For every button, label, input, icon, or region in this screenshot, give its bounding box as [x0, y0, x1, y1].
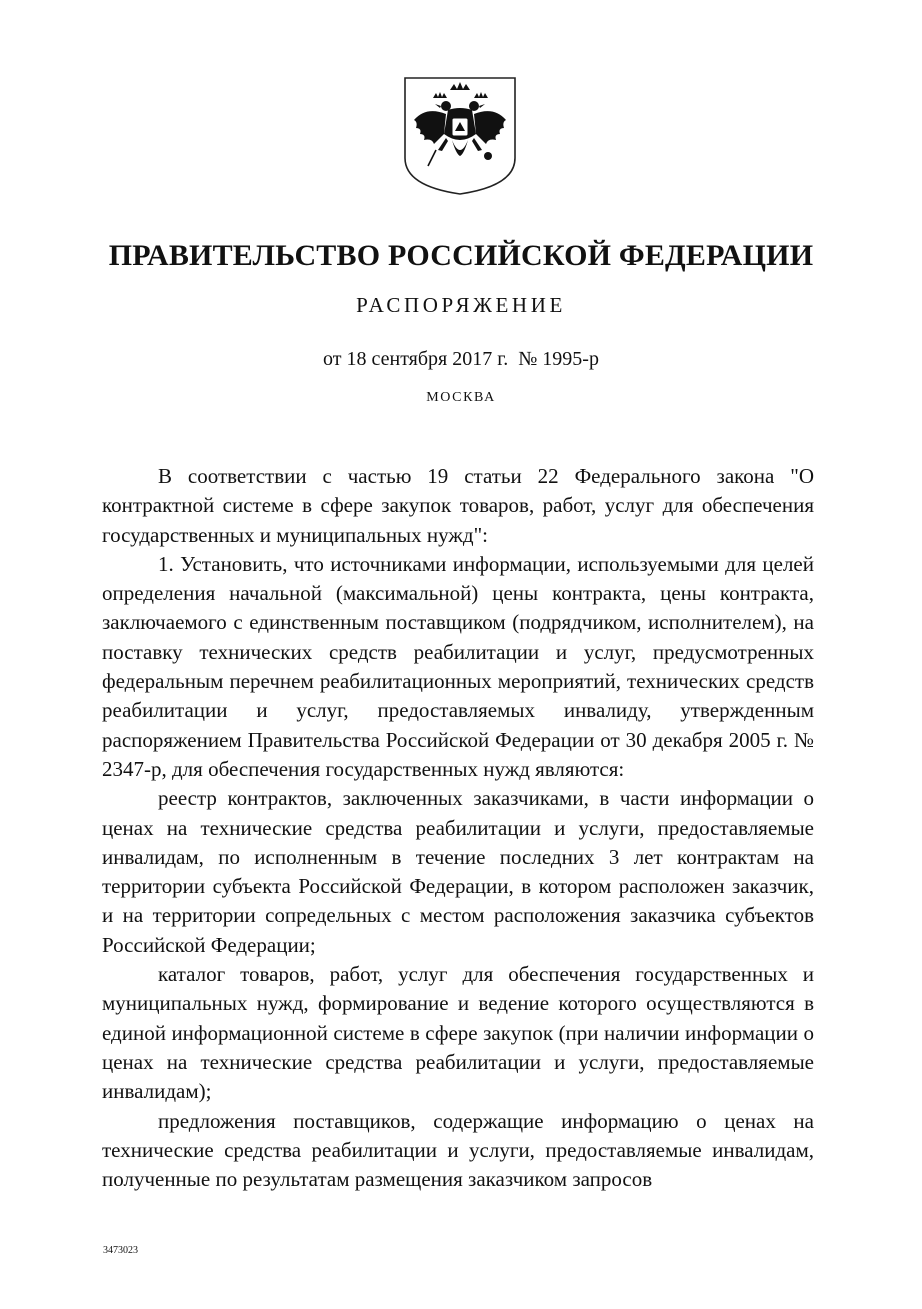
coat-of-arms-icon	[402, 76, 518, 196]
body-paragraph: предложения поставщиков, содержащие информацию о ценах на технические средства реабилитации и услуги, предоставляемые инвалидам, полученные по результатам размещения заказчиком запросов	[102, 1108, 814, 1192]
document-place: МОСКВА	[426, 390, 496, 405]
body-paragraph: В соответствии с частью 19 статьи 22 Федерального закона "О контрактной системе в сфере закупок товаров, работ, услуг для обеспечения государственных и муниципальных нужд":	[102, 464, 814, 547]
organization-title: ПРАВИТЕЛЬСТВО РОССИЙСКОЙ ФЕДЕРАЦИИ	[108, 239, 814, 272]
document-body	[102, 462, 814, 1194]
body-paragraph: каталог товаров, работ, услуг для обеспечения государственных и муниципальных нужд, формирование и ведение которого осуществляются в единой информационной системе в сфере закупок (при наличии информации о ценах на технические средства реабилитации и услуги, предоставляемые инвалидам);	[102, 962, 814, 1104]
body-paragraph: реестр контрактов, заключенных заказчиками, в части информации о ценах на технические средства реабилитации и услуги, предоставляемые инвалидам, по исполненным в течение последних 3 лет контрактам на территории субъекта Российской Федерации, в котором расположен заказчик, и на территории сопредельных с местом расположения заказчика субъектов Российской Федерации;	[102, 786, 814, 957]
document-date-number: от 18 сентября 2017 г. № 1995-р	[323, 348, 599, 370]
body-paragraph: 1. Установить, что источниками информации, используемыми для целей определения начальной (максимальной) цены контракта, цены контракта, заключаемого с единственным поставщиком (подрядчиком, исполнителем), на поставку технических средств реабилитации и услуг, предусмотренных федеральным перечнем реабилитационных мероприятий, технических средств реабилитации и услуг, предоставляемых инвалиду, утвержденным распоряжением Правительства Российской Федерации от 30 декабря 2005 г. № 2347-р, для обеспечения государственных нужд являются:	[102, 551, 814, 781]
document-type: РАСПОРЯЖЕНИЕ	[356, 293, 566, 317]
document-code: 3473023	[103, 1245, 138, 1256]
